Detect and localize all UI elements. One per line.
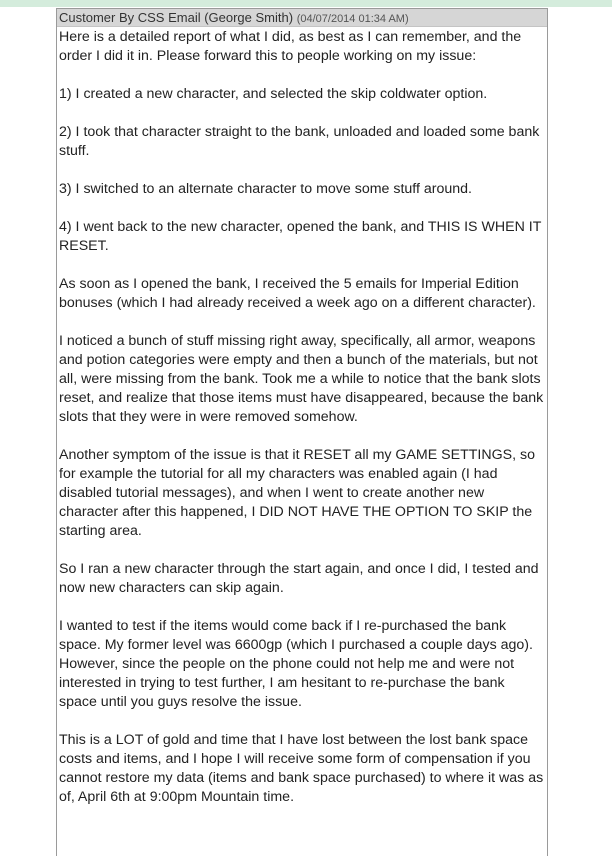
message-paragraph: Another symptom of the issue is that it RESET all my GAME SETTINGS, so for example the tutorial for all my characters was enabled again (I had disabled tutorial messages), and when I went to create another new character after this happened, I DID NOT HAVE THE OPTION TO SKIP the starting area. xyxy=(59,447,535,539)
message-date: (04/07/2014 01:34 AM) xyxy=(296,13,409,25)
message-paragraph: 3) I switched to an alternate character to move some stuff around. xyxy=(59,181,472,197)
message-sender: Customer By CSS Email (George Smith) xyxy=(59,10,294,25)
message-paragraph: I noticed a bunch of stuff missing right away, specifically, all armor, weapons and potion categories were empty and then a bunch of the materials, but not all, were missing from the bank. Took me a while to notice that the bank slots reset, and realize that those items must have disappeared, because the bank slots that they were in were removed somehow. xyxy=(59,333,544,425)
message-paragraph: 4) I went back to the new character, opened the bank, and THIS IS WHEN IT RESET. xyxy=(59,219,542,254)
top-border-strip xyxy=(0,0,612,7)
message-paragraph: This is a LOT of gold and time that I have lost between the lost bank space costs and items, and I hope I will receive some form of compensation if you cannot restore my data (items and bank space purchased) to where it was as of, April 6th at 9:00pm Mountain time. xyxy=(59,732,544,805)
customer-email-message xyxy=(56,8,548,856)
message-paragraph: So I ran a new character through the start again, and once I did, I tested and now new characters can skip again. xyxy=(59,561,539,596)
message-paragraph: 1) I created a new character, and selected the skip coldwater option. xyxy=(59,86,488,102)
message-body xyxy=(57,27,547,807)
message-paragraph: As soon as I opened the bank, I received the 5 emails for Imperial Edition bonuses (which I had already received a week ago on a different character). xyxy=(59,276,536,311)
message-header xyxy=(57,9,547,27)
message-paragraph: I wanted to test if the items would come back if I re-purchased the bank space. My former level was 6600gp (which I purchased a couple days ago). However, since the people on the phone could not help me and were not interested in trying to test further, I am hesitant to re-purchase the bank space until you guys resolve the issue. xyxy=(59,618,533,710)
message-paragraph: 2) I took that character straight to the bank, unloaded and loaded some bank stuff. xyxy=(59,124,540,159)
message-paragraph: Here is a detailed report of what I did, as best as I can remember, and the order I did it in. Please forward this to people working on my issue: xyxy=(59,29,522,64)
